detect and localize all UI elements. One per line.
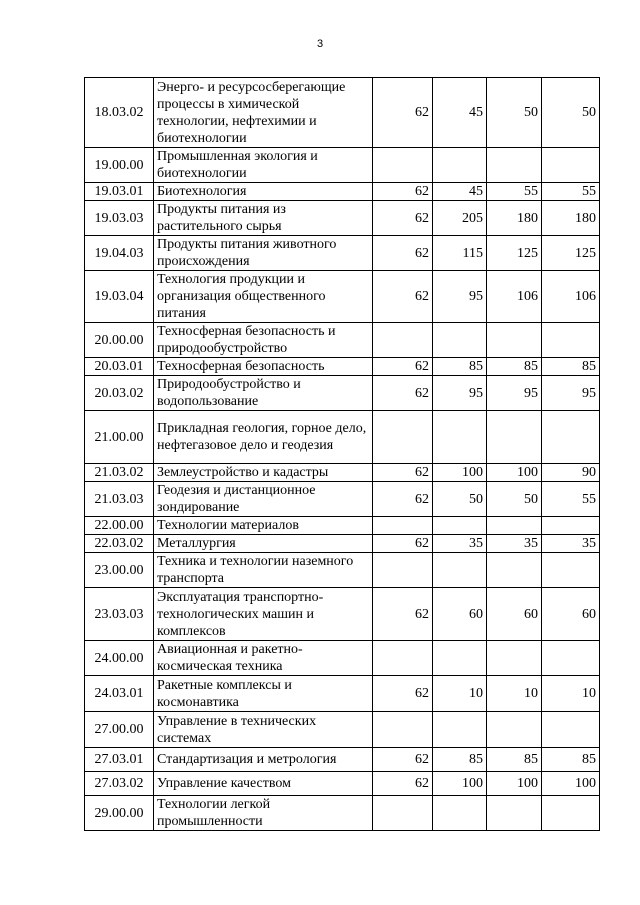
row-name: Техносферная безопасность и природообустройство (154, 323, 373, 358)
row-name: Природообустройство и водопользование (154, 376, 373, 411)
row-value-4 (542, 148, 600, 183)
row-value-2: 115 (433, 236, 487, 271)
row-value-1: 62 (373, 588, 433, 641)
row-value-3: 35 (487, 535, 542, 553)
table-row (85, 796, 600, 831)
row-code: 19.00.00 (85, 148, 154, 183)
row-code: 19.03.04 (85, 271, 154, 323)
table-row (85, 553, 600, 588)
row-value-2: 100 (433, 464, 487, 482)
row-code: 18.03.02 (85, 78, 154, 148)
row-value-4 (542, 641, 600, 676)
row-code: 20.00.00 (85, 323, 154, 358)
row-value-3: 106 (487, 271, 542, 323)
row-value-3: 100 (487, 464, 542, 482)
row-code: 20.03.01 (85, 358, 154, 376)
row-name: Техносферная безопасность (154, 358, 373, 376)
row-value-4: 85 (542, 358, 600, 376)
table-row (85, 376, 600, 411)
table-row (85, 772, 600, 796)
row-value-2: 85 (433, 358, 487, 376)
row-value-4: 50 (542, 78, 600, 148)
row-value-3: 100 (487, 772, 542, 796)
row-value-2: 95 (433, 376, 487, 411)
row-code: 27.03.02 (85, 772, 154, 796)
row-value-3 (487, 411, 542, 464)
table-row (85, 271, 600, 323)
row-value-2: 205 (433, 201, 487, 236)
row-value-1: 62 (373, 183, 433, 201)
table-row (85, 712, 600, 748)
row-value-2: 95 (433, 271, 487, 323)
table-row (85, 183, 600, 201)
row-value-4: 55 (542, 482, 600, 517)
table-row (85, 411, 600, 464)
row-name: Прикладная геология, горное дело, нефтегазовое дело и геодезия (154, 411, 373, 464)
row-value-4 (542, 323, 600, 358)
table-row (85, 236, 600, 271)
row-value-2: 35 (433, 535, 487, 553)
row-value-3: 55 (487, 183, 542, 201)
row-value-3: 60 (487, 588, 542, 641)
row-value-2: 10 (433, 676, 487, 712)
row-value-2: 45 (433, 78, 487, 148)
row-name: Продукты питания из растительного сырья (154, 201, 373, 236)
row-value-4: 100 (542, 772, 600, 796)
row-value-1 (373, 323, 433, 358)
row-name: Управление в технических системах (154, 712, 373, 748)
row-value-3 (487, 323, 542, 358)
row-value-1 (373, 411, 433, 464)
row-value-1: 62 (373, 376, 433, 411)
row-code: 20.03.02 (85, 376, 154, 411)
row-value-2: 45 (433, 183, 487, 201)
row-value-1: 62 (373, 772, 433, 796)
row-value-1: 62 (373, 201, 433, 236)
row-value-1: 62 (373, 748, 433, 772)
table-row (85, 535, 600, 553)
table-row (85, 148, 600, 183)
row-value-2: 50 (433, 482, 487, 517)
row-value-4: 10 (542, 676, 600, 712)
row-value-2 (433, 712, 487, 748)
row-value-2 (433, 641, 487, 676)
row-name: Металлургия (154, 535, 373, 553)
row-code: 19.04.03 (85, 236, 154, 271)
row-value-1: 62 (373, 482, 433, 517)
row-name: Промышленная экология и биотехнологии (154, 148, 373, 183)
row-value-1: 62 (373, 78, 433, 148)
row-value-3: 50 (487, 482, 542, 517)
row-value-3: 85 (487, 358, 542, 376)
row-name: Стандартизация и метрология (154, 748, 373, 772)
table-row (85, 588, 600, 641)
row-value-1: 62 (373, 236, 433, 271)
row-code: 22.03.02 (85, 535, 154, 553)
row-value-4: 55 (542, 183, 600, 201)
row-value-3: 180 (487, 201, 542, 236)
row-value-2: 100 (433, 772, 487, 796)
row-value-4: 85 (542, 748, 600, 772)
row-code: 29.00.00 (85, 796, 154, 831)
table-body (85, 78, 600, 831)
row-name: Землеустройство и кадастры (154, 464, 373, 482)
table-row (85, 464, 600, 482)
row-value-4 (542, 712, 600, 748)
table-row (85, 358, 600, 376)
row-name: Техника и технологии наземного транспорта (154, 553, 373, 588)
row-value-2 (433, 148, 487, 183)
row-value-1: 62 (373, 358, 433, 376)
row-value-3 (487, 641, 542, 676)
row-value-4: 180 (542, 201, 600, 236)
row-value-2 (433, 411, 487, 464)
row-value-3: 10 (487, 676, 542, 712)
row-value-4: 95 (542, 376, 600, 411)
row-value-4: 60 (542, 588, 600, 641)
row-code: 24.00.00 (85, 641, 154, 676)
row-value-3 (487, 712, 542, 748)
row-value-1 (373, 641, 433, 676)
row-value-2 (433, 553, 487, 588)
row-value-3 (487, 796, 542, 831)
row-name: Геодезия и дистанционное зондирование (154, 482, 373, 517)
row-code: 21.00.00 (85, 411, 154, 464)
table-row (85, 323, 600, 358)
table-row (85, 676, 600, 712)
row-value-1 (373, 712, 433, 748)
row-value-1: 62 (373, 271, 433, 323)
row-code: 21.03.02 (85, 464, 154, 482)
row-value-4 (542, 517, 600, 535)
specialties-table (84, 77, 600, 831)
row-name: Авиационная и ракетно-космическая техника (154, 641, 373, 676)
row-name: Управление качеством (154, 772, 373, 796)
table-row (85, 748, 600, 772)
row-value-2 (433, 796, 487, 831)
row-value-3 (487, 553, 542, 588)
row-code: 23.00.00 (85, 553, 154, 588)
row-name: Технологии легкой промышленности (154, 796, 373, 831)
row-value-3: 125 (487, 236, 542, 271)
row-value-1: 62 (373, 676, 433, 712)
table-row (85, 78, 600, 148)
table-row (85, 201, 600, 236)
row-code: 21.03.03 (85, 482, 154, 517)
row-name: Биотехнология (154, 183, 373, 201)
row-value-4: 90 (542, 464, 600, 482)
row-value-4 (542, 411, 600, 464)
row-code: 24.03.01 (85, 676, 154, 712)
row-name: Эксплуатация транспортно-технологических машин и комплексов (154, 588, 373, 641)
row-value-1 (373, 148, 433, 183)
table-row (85, 482, 600, 517)
row-value-1 (373, 553, 433, 588)
row-code: 23.03.03 (85, 588, 154, 641)
row-value-2 (433, 517, 487, 535)
row-code: 22.00.00 (85, 517, 154, 535)
row-name: Ракетные комплексы и космонавтика (154, 676, 373, 712)
row-code: 27.00.00 (85, 712, 154, 748)
row-value-3: 95 (487, 376, 542, 411)
row-value-3: 50 (487, 78, 542, 148)
row-value-3 (487, 517, 542, 535)
row-value-4 (542, 553, 600, 588)
row-name: Технология продукции и организация общественного питания (154, 271, 373, 323)
row-value-1 (373, 517, 433, 535)
table-row (85, 641, 600, 676)
row-value-4: 35 (542, 535, 600, 553)
row-code: 27.03.01 (85, 748, 154, 772)
row-code: 19.03.03 (85, 201, 154, 236)
row-value-2: 85 (433, 748, 487, 772)
row-value-3: 85 (487, 748, 542, 772)
page-number: 3 (316, 38, 324, 50)
row-name: Продукты питания животного происхождения (154, 236, 373, 271)
row-value-4 (542, 796, 600, 831)
row-value-4: 125 (542, 236, 600, 271)
row-value-1: 62 (373, 535, 433, 553)
row-name: Технологии материалов (154, 517, 373, 535)
table-row (85, 517, 600, 535)
row-value-1: 62 (373, 464, 433, 482)
row-value-4: 106 (542, 271, 600, 323)
row-value-2: 60 (433, 588, 487, 641)
row-value-1 (373, 796, 433, 831)
row-value-2 (433, 323, 487, 358)
row-value-3 (487, 148, 542, 183)
row-code: 19.03.01 (85, 183, 154, 201)
row-name: Энерго- и ресурсосберегающие процессы в химической технологии, нефтехимии и биотехнологии (154, 78, 373, 148)
